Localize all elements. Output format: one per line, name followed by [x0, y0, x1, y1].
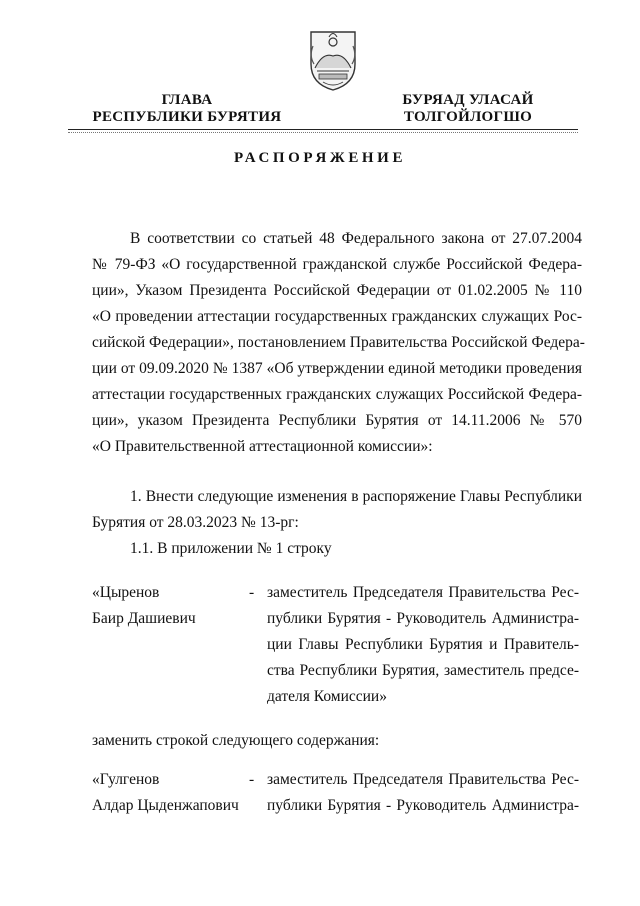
- header-left-line2: РЕСПУБЛИКИ БУРЯТИЯ: [92, 109, 282, 125]
- new-entry-surname: «Гулгенов: [92, 771, 160, 788]
- header-left: [82, 92, 292, 126]
- old-entry-desc-line: ции Главы Республики Бурятия и Правитель-: [267, 636, 579, 653]
- preamble-line: В соответствии со статьей 48 Федерального закона от 27.07.2004: [130, 230, 582, 247]
- preamble-line: № 79-ФЗ «О государственной гражданской службе Российской Федера-: [92, 256, 582, 273]
- old-entry-given-names: Баир Дашиевич: [92, 610, 196, 627]
- item-1-line: Бурятия от 28.03.2023 № 13-рг:: [92, 514, 299, 531]
- item-1-paragraph: [92, 484, 582, 536]
- preamble-line: сийской Федерации», постановлением Правительства Российской Федера-: [92, 334, 585, 351]
- old-entry-desc-line: публики Бурятия - Руководитель Администра-: [267, 610, 579, 627]
- old-entry-dash: -: [249, 584, 255, 601]
- old-entry-desc-line: ства Республики Бурятия, заместитель предсе-: [267, 662, 579, 679]
- new-entry-description: [267, 767, 579, 819]
- new-entry-desc-line: публики Бурятия - Руководитель Администра-: [267, 797, 579, 814]
- item-1-1-paragraph: [92, 536, 582, 562]
- header-divider-dotted: [68, 132, 578, 133]
- new-entry-name: [92, 767, 242, 819]
- preamble-line: «О проведении аттестации государственных гражданских служащих Рос-: [92, 308, 582, 325]
- preamble-line: ции от 09.09.2020 № 1387 «Об утверждении единой методики проведения: [92, 360, 582, 377]
- new-entry-dash: -: [249, 771, 255, 788]
- old-entry-desc-line: заместитель Председателя Правительства Рес-: [267, 584, 579, 601]
- old-entry-name: [92, 580, 242, 632]
- preamble-paragraph: [92, 226, 585, 460]
- item-1-line: 1. Внести следующие изменения в распоряжение Главы Республики: [130, 488, 582, 505]
- coat-of-arms-icon: [305, 24, 361, 94]
- new-entry-given-names: Алдар Цыденжапович: [92, 797, 239, 814]
- preamble-line: аттестации государственных гражданских служащих Российской Федера-: [92, 386, 582, 403]
- preamble-line: ции», Указом Президента Российской Федерации от 01.02.2005 № 110: [92, 282, 582, 299]
- preamble-line: «О Правительственной аттестационной комиссии»:: [92, 438, 433, 455]
- header-divider: [68, 129, 578, 130]
- header-right-line2: ТОЛГОЙЛОГШО: [403, 109, 533, 125]
- old-entry-surname: «Цыренов: [92, 584, 160, 601]
- old-entry-description: [267, 580, 579, 710]
- item-1-1-line: 1.1. В приложении № 1 строку: [130, 540, 332, 557]
- old-entry-desc-line: дателя Комиссии»: [267, 688, 387, 705]
- header-right: [380, 92, 556, 126]
- replace-instruction: заменить строкой следующего содержания:: [92, 732, 380, 749]
- preamble-line: ции», указом Президента Республики Бурятия от 14.11.2006 № 570: [92, 412, 582, 429]
- document-title: РАСПОРЯЖЕНИЕ: [233, 150, 407, 166]
- header-right-line1: БУРЯАД УЛАСАЙ: [402, 92, 534, 108]
- header-left-line1: ГЛАВА: [161, 92, 213, 108]
- new-entry-desc-line: заместитель Председателя Правительства Рес-: [267, 771, 579, 788]
